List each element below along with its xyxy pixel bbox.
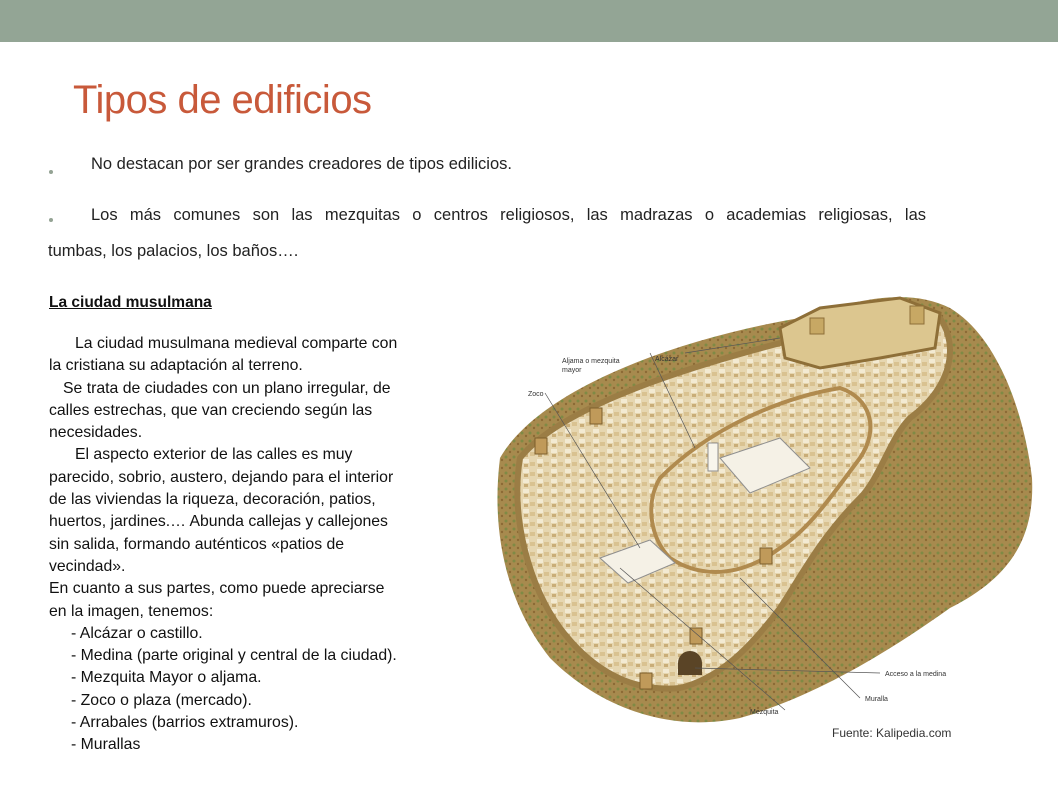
body-line: la cristiana su adaptación al terreno. bbox=[49, 357, 303, 375]
alcazar-tower bbox=[810, 318, 824, 334]
gate bbox=[678, 651, 702, 675]
bullet-2-text-line1: Los más comunes son las mezquitas o centros religiosos, las madrazas o academias religiosas, las bbox=[91, 206, 926, 224]
bullet-marker bbox=[49, 170, 53, 174]
body-line: - Alcázar o castillo. bbox=[71, 624, 203, 642]
body-line: parecido, sobrio, austero, dejando para el interior bbox=[49, 468, 394, 486]
city-illustration-svg bbox=[480, 278, 1040, 743]
body-line: - Zoco o plaza (mercado). bbox=[71, 691, 252, 709]
body-line: huertos, jardines.… Abunda callejas y callejones bbox=[49, 513, 388, 531]
image-credit: Fuente: Kalipedia.com bbox=[832, 726, 952, 740]
body-line: El aspecto exterior de las calles es muy bbox=[75, 446, 353, 464]
body-line: de las viviendas la riqueza, decoración, patios, bbox=[49, 491, 376, 509]
body-line: - Mezquita Mayor o aljama. bbox=[71, 669, 262, 687]
label-acceso: Acceso a la medina bbox=[885, 671, 947, 678]
bullet-2-text-line2: tumbas, los palacios, los baños…. bbox=[48, 242, 299, 260]
body-line: - Arrabales (barrios extramuros). bbox=[71, 714, 299, 732]
section-body bbox=[49, 333, 469, 757]
slide-title: Tipos de edificios bbox=[73, 78, 372, 122]
body-line: necesidades. bbox=[49, 424, 143, 442]
label-aljama-line1: Aljama o mezquita bbox=[562, 358, 620, 365]
label-muralla: Muralla bbox=[865, 696, 888, 703]
wall-tower bbox=[640, 673, 652, 689]
label-zoco: Zoco bbox=[528, 391, 544, 398]
body-line: vecindad». bbox=[49, 557, 126, 575]
label-aljama-line2: mayor bbox=[562, 367, 582, 374]
body-line: sin salida, formando auténticos «patios de bbox=[49, 535, 345, 553]
wall-tower bbox=[760, 548, 772, 564]
alcazar-tower bbox=[910, 306, 924, 324]
body-line: La ciudad musulmana medieval comparte con bbox=[75, 335, 398, 352]
body-line: En cuanto a sus partes, como puede apreciarse bbox=[49, 580, 385, 598]
label-alcazar: Alcázar bbox=[655, 356, 679, 363]
body-line: Se trata de ciudades con un plano irregular, de bbox=[63, 379, 391, 397]
city-illustration bbox=[480, 278, 1040, 743]
bullet-1-text: No destacan por ser grandes creadores de tipos edilicios. bbox=[91, 155, 512, 173]
bullet-marker bbox=[49, 218, 53, 222]
body-line: calles estrechas, que van creciendo según las bbox=[49, 401, 373, 419]
body-line: - Murallas bbox=[71, 736, 141, 754]
top-bar bbox=[0, 0, 1058, 42]
section-heading: La ciudad musulmana bbox=[49, 294, 212, 311]
wall-tower bbox=[590, 408, 602, 424]
wall-tower bbox=[535, 438, 547, 454]
body-line: en la imagen, tenemos: bbox=[49, 602, 214, 620]
minaret bbox=[708, 443, 718, 471]
body-line: - Medina (parte original y central de la ciudad). bbox=[71, 647, 397, 665]
wall-tower bbox=[690, 628, 702, 644]
label-mezquita: Mezquita bbox=[750, 709, 779, 716]
